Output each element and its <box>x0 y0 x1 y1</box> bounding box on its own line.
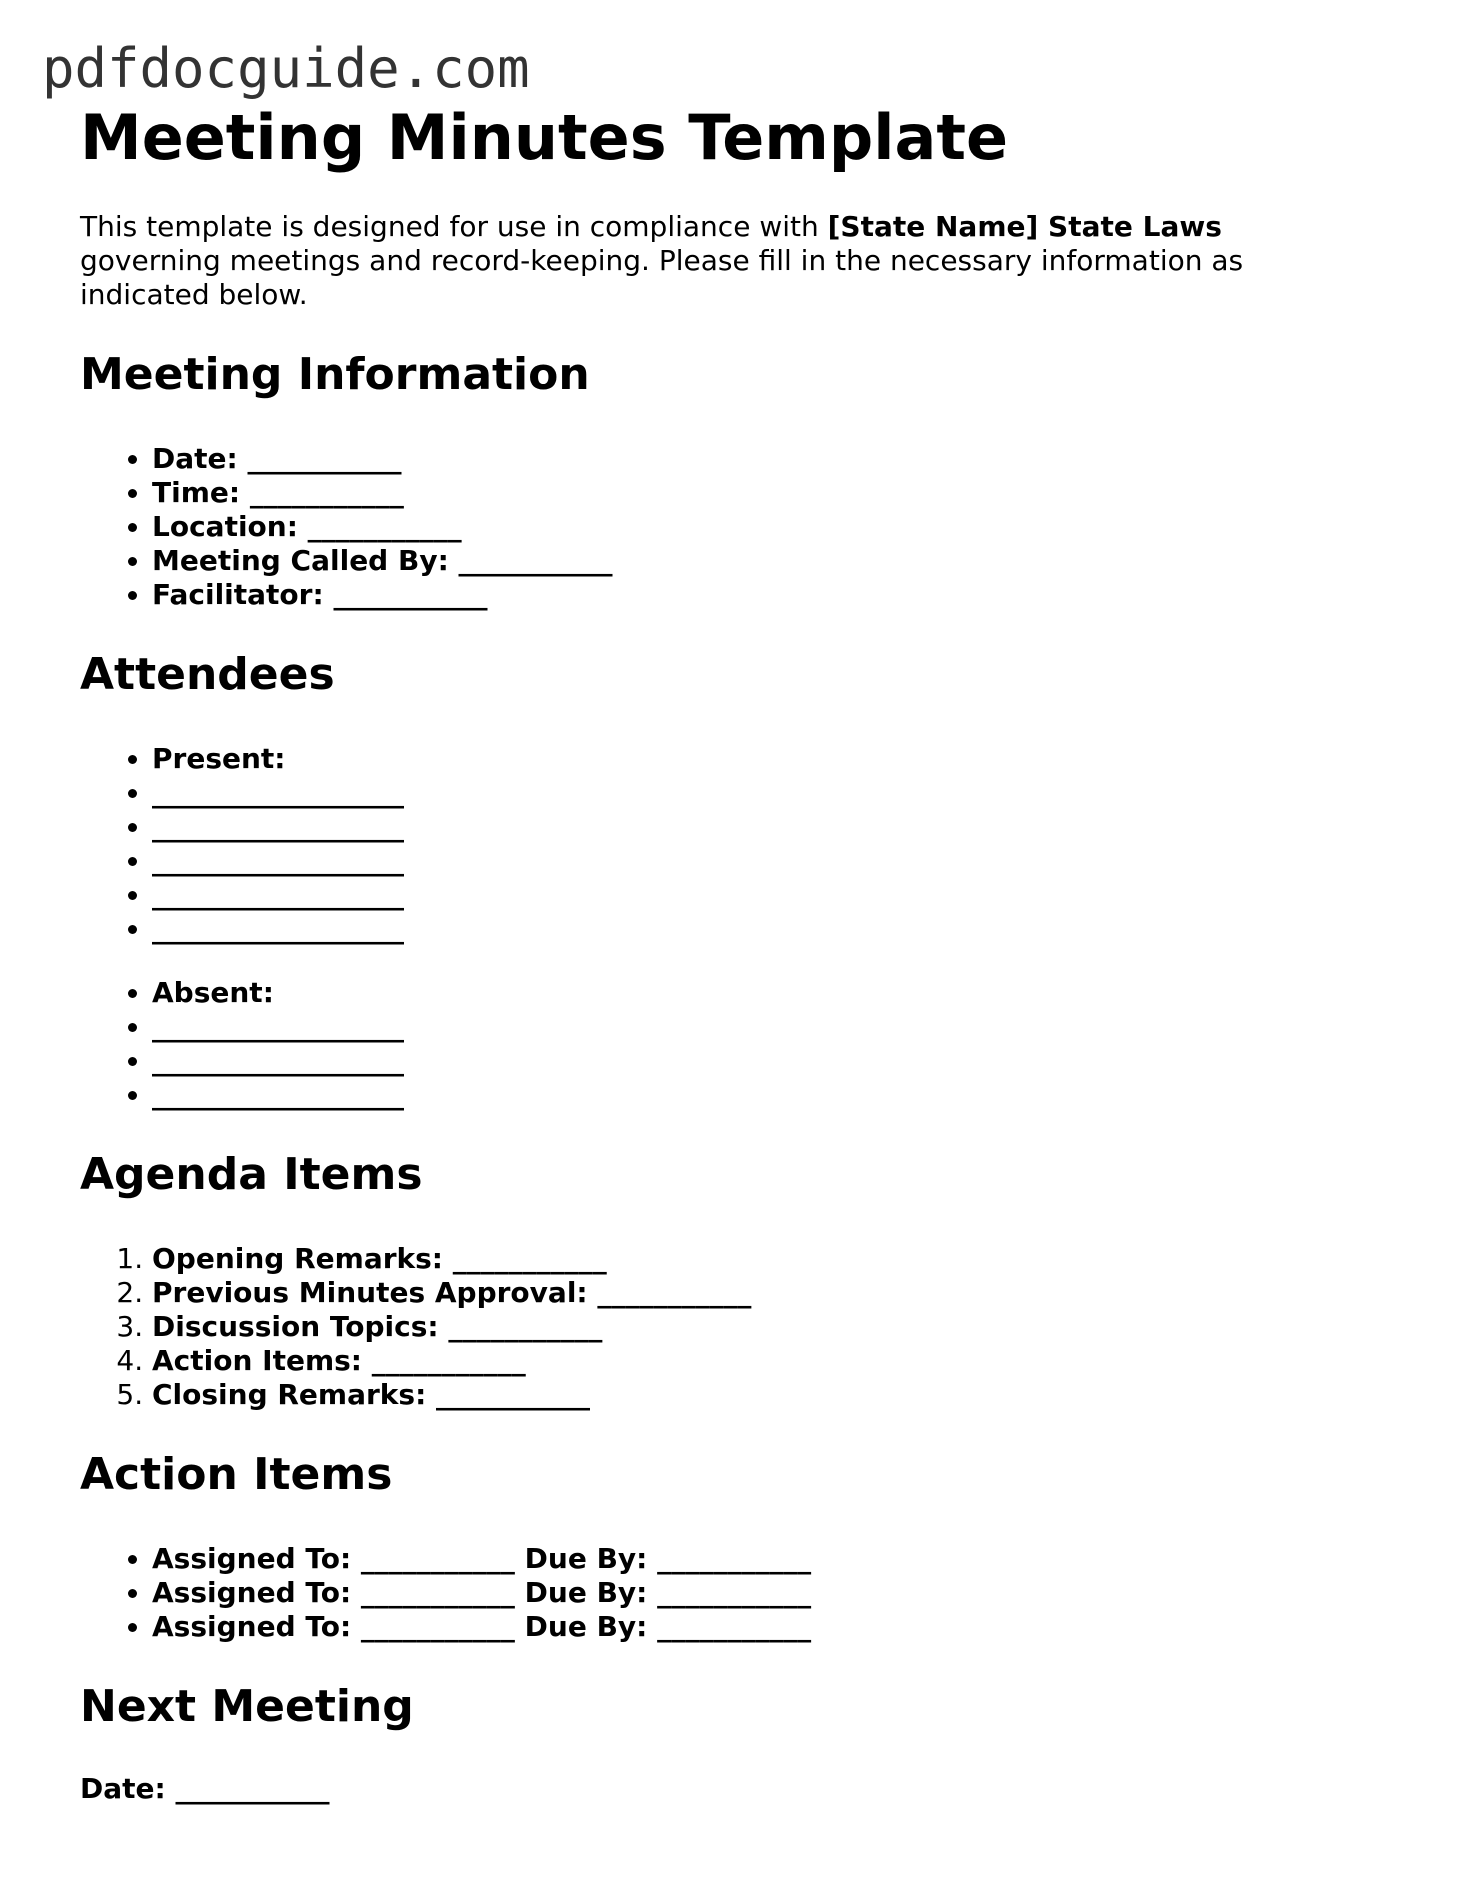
action-items-list <box>80 1542 1400 1644</box>
blank-line[interactable]: ___________ <box>371 1344 526 1377</box>
field-label: Action Items: <box>152 1344 362 1377</box>
blank-line[interactable]: ___________ <box>175 1772 330 1805</box>
list-item-present-blank <box>152 810 1400 844</box>
list-item-present-label: • Present: <box>152 742 1400 776</box>
field-label: Opening Remarks: <box>152 1242 444 1275</box>
field-label: Discussion Topics: <box>152 1310 439 1343</box>
blank-line[interactable]: ___________ <box>597 1276 752 1309</box>
blank-line[interactable]: __________________ <box>152 912 404 945</box>
blank-line[interactable]: __________________ <box>152 878 404 911</box>
blank-line[interactable]: ___________ <box>360 1576 515 1609</box>
intro-text-end: governing meetings and record-keeping. Please fill in the necessary information as indicated below. <box>80 244 1244 311</box>
list-item-present-blank <box>152 878 1400 912</box>
action-item-row <box>152 1576 1400 1610</box>
list-item-present-blank <box>152 912 1400 946</box>
list-item-absent-label: • Absent: <box>152 976 1400 1010</box>
due-by-label: Due By: <box>524 1576 648 1609</box>
section-heading-next-meeting: Next Meeting <box>80 1681 414 1732</box>
list-item-called-by <box>152 544 1400 578</box>
field-label: Closing Remarks: <box>152 1378 427 1411</box>
agenda-list <box>80 1242 1400 1412</box>
field-label: Date: <box>80 1772 166 1805</box>
intro-text-start: This template is designed for use in compliance with <box>80 210 828 243</box>
blank-line[interactable]: ___________ <box>448 1310 603 1343</box>
section-heading-attendees: Attendees <box>80 649 335 700</box>
blank-line[interactable]: ___________ <box>333 578 488 611</box>
meeting-info-list <box>80 442 1400 612</box>
action-item-row <box>152 1542 1400 1576</box>
intro-paragraph <box>80 210 1320 312</box>
field-label: Meeting Called By: <box>152 544 449 577</box>
agenda-item-opening-remarks <box>152 1242 1400 1276</box>
due-by-label: Due By: <box>524 1542 648 1575</box>
list-item-absent-blank <box>152 1044 1400 1078</box>
next-meeting-date <box>80 1772 1400 1806</box>
agenda-item-closing-remarks <box>152 1378 1400 1412</box>
blank-line[interactable]: ___________ <box>360 1610 515 1643</box>
field-label: Time: <box>152 476 241 509</box>
due-by-label: Due By: <box>524 1610 648 1643</box>
blank-line[interactable]: ___________ <box>657 1610 812 1643</box>
field-label: Facilitator: <box>152 578 324 611</box>
assigned-to-label: Assigned To: <box>152 1576 352 1609</box>
list-item-present-blank <box>152 776 1400 810</box>
intro-state-laws: [State Name] State Laws <box>827 210 1222 243</box>
list-item-absent-blank <box>152 1010 1400 1044</box>
section-heading-action-items: Action Items <box>80 1449 393 1500</box>
field-label: Date: <box>152 442 238 475</box>
agenda-item-action-items <box>152 1344 1400 1378</box>
section-heading-agenda-items: Agenda Items <box>80 1149 423 1200</box>
blank-line[interactable]: __________________ <box>152 1078 404 1111</box>
blank-line[interactable]: __________________ <box>152 810 404 843</box>
blank-line[interactable]: ___________ <box>247 442 402 475</box>
blank-line[interactable]: __________________ <box>152 1010 404 1043</box>
field-label: Location: <box>152 510 298 543</box>
watermark: pdfdocguide.com <box>42 37 530 100</box>
attendees-absent-list <box>80 976 1400 1112</box>
list-item-absent-blank <box>152 1078 1400 1112</box>
assigned-to-label: Assigned To: <box>152 1542 352 1575</box>
document-body <box>80 100 1400 1806</box>
list-item-facilitator <box>152 578 1400 612</box>
blank-line[interactable]: ___________ <box>360 1542 515 1575</box>
blank-line[interactable]: ___________ <box>458 544 613 577</box>
list-item-location <box>152 510 1400 544</box>
assigned-to-label: Assigned To: <box>152 1610 352 1643</box>
agenda-item-discussion-topics <box>152 1310 1400 1344</box>
field-label: Previous Minutes Approval: <box>152 1276 588 1309</box>
blank-line[interactable]: __________________ <box>152 844 404 877</box>
page-title: Meeting Minutes Template <box>80 101 1009 174</box>
section-heading-meeting-information: Meeting Information <box>80 349 590 400</box>
list-item-present-blank <box>152 844 1400 878</box>
blank-line[interactable]: ___________ <box>436 1378 591 1411</box>
blank-line[interactable]: ___________ <box>307 510 462 543</box>
attendees-present-list <box>80 742 1400 946</box>
list-item-time <box>152 476 1400 510</box>
blank-line[interactable]: __________________ <box>152 776 404 809</box>
blank-line[interactable]: ___________ <box>249 476 404 509</box>
blank-line[interactable]: ___________ <box>452 1242 607 1275</box>
list-item-date <box>152 442 1400 476</box>
blank-line[interactable]: ___________ <box>657 1542 812 1575</box>
agenda-item-previous-minutes <box>152 1276 1400 1310</box>
blank-line[interactable]: __________________ <box>152 1044 404 1077</box>
action-item-row <box>152 1610 1400 1644</box>
blank-line[interactable]: ___________ <box>657 1576 812 1609</box>
